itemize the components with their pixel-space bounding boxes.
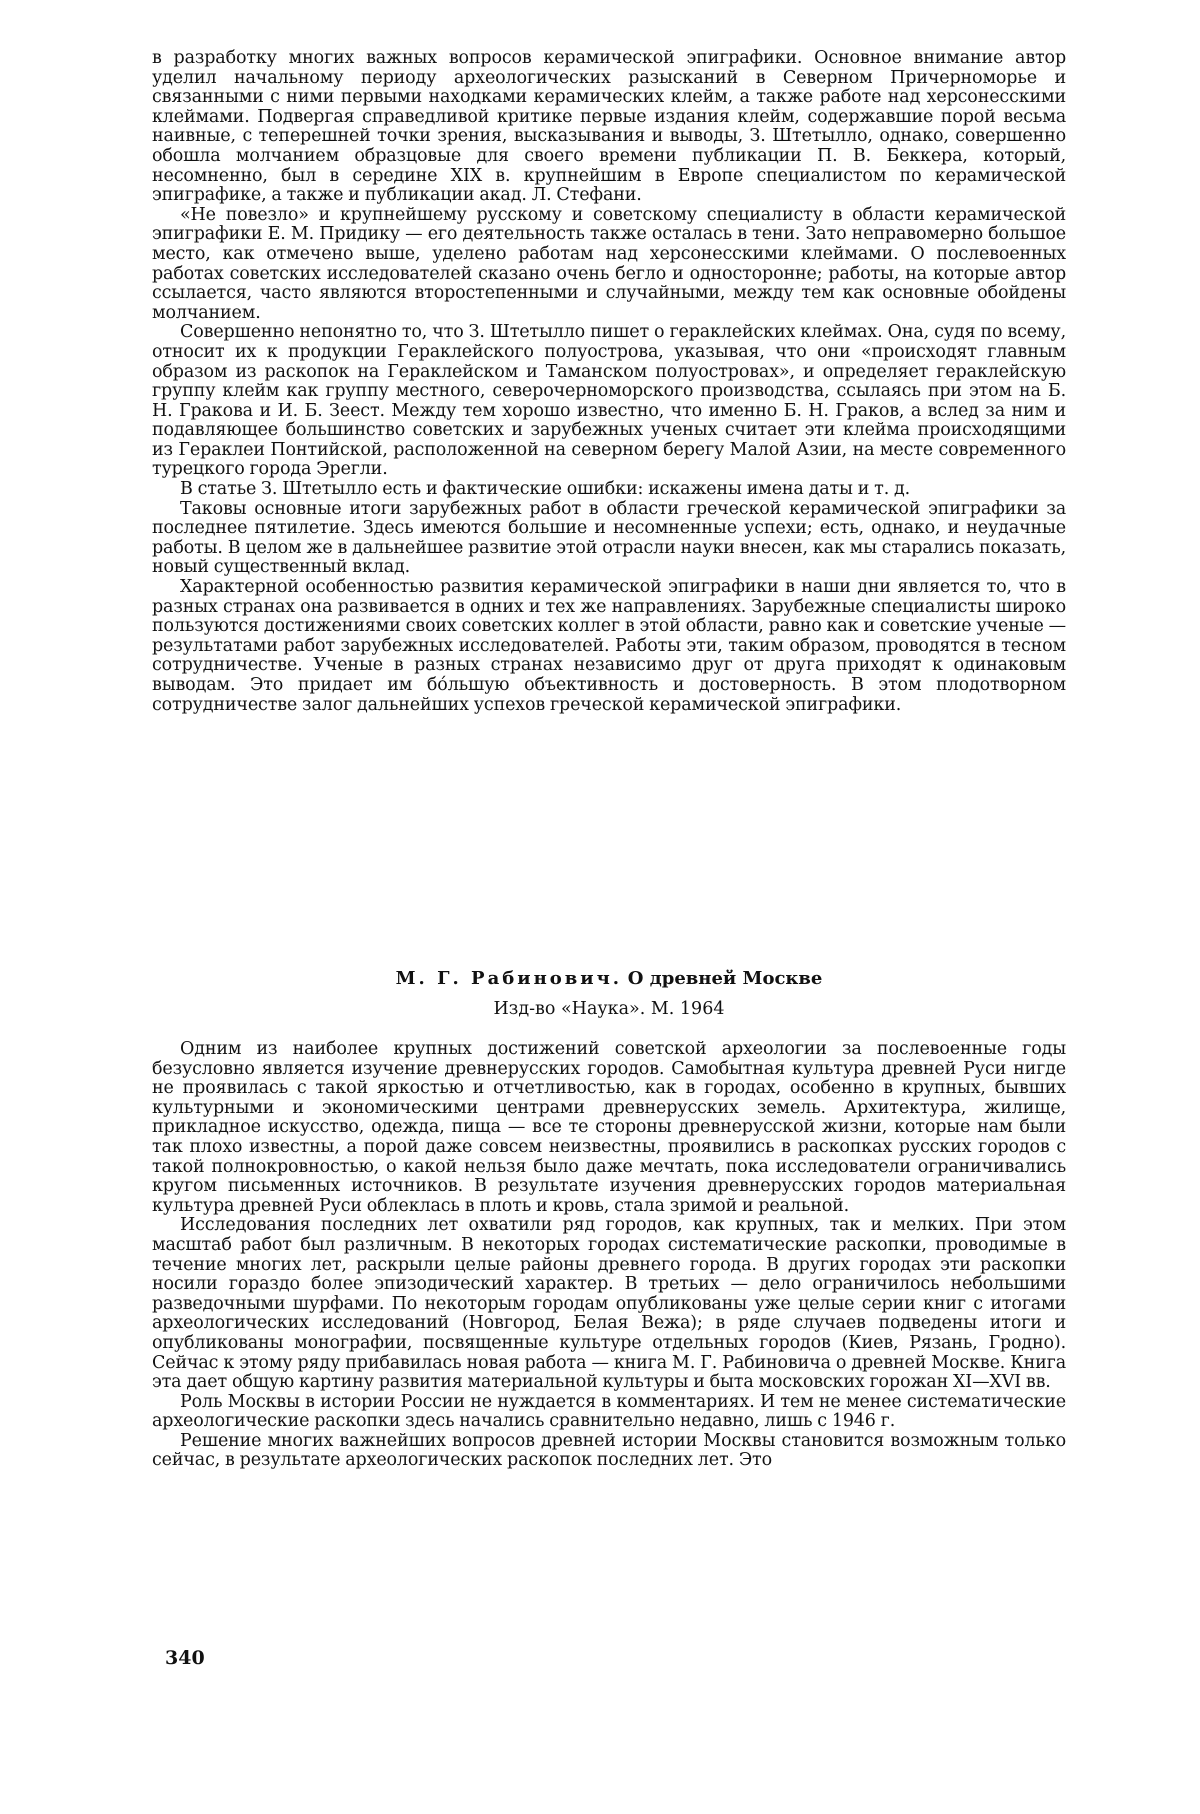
paragraph: Таковы основные итоги зарубежных работ в области греческой керамической эпиграфики за последнее пятилетие. Здесь имеются большие и несомненные успехи; есть, однако, и неудачные работы. В целом же в дальнейшее развитие этой отрасли науки внесен, как мы старались показать, новый существенный вклад. — [152, 498, 1066, 578]
review-heading — [152, 968, 1066, 990]
page-number: 340 — [165, 1647, 205, 1669]
paragraph: «Не повезло» и крупнейшему русскому и советскому специалисту в области керамической эпиграфики Е. М. Придику — его деятельность также осталась в тени. Зато неправомерно большое место, как отмечено выше, уделено работам над херсонесскими клеймами. О послевоенных работах советских исследователей сказано очень бегло и односторонне; работы, на которые автор ссылается, часто являются второстепенными и случайными, между тем как основные обойдены молчанием. — [152, 204, 1066, 323]
paragraph: Исследования последних лет охватили ряд городов, как крупных, так и мелких. При этом масштаб работ был различным. В некоторых городах систематические раскопки, проводимые в течение многих лет, раскрыли целые районы древнего города. В других городах эти раскопки носили гораздо более эпизодический характер. В третьих — дело ограничилось небольшими разведочными шурфами. По некоторым городам опубликованы уже целые серии книг с итогами археологических исследований (Новгород, Белая Вежа); в ряде случаев подведены итоги и опубликованы монографии, посвященные культуре отдельных городов (Киев, Рязань, Гродно). Сейчас к этому ряду прибавилась новая работа — книга М. Г. Рабиновича о древней Москве. Книга эта дает общую картину развития материальной культуры и быта московских горожан XI—XVI вв. — [152, 1215, 1066, 1393]
paragraph: В статье З. Штетылло есть и фактические ошибки: искажены имена даты и т. д. — [180, 479, 911, 500]
paragraph: Роль Москвы в истории России не нуждается в комментариях. И тем не менее систематические археологические раскопки здесь начались сравнительно недавно, лишь с 1946 г. — [152, 1391, 1066, 1432]
paragraph: Характерной особенностью развития керамической эпиграфики в наши дни является то, что в разных странах она развивается в одних и тех же направлениях. Зарубежные специалисты широко пользуются достижениями своих советских коллег в этой области, равно как и советские ученые — результатами работ зарубежных исследователей. Работы эти, таким образом, проводятся в тесном сотрудничестве. Ученые в разных странах независимо друг от друга приходят к одинаковым выводам. Это придает им бо́льшую объективность и достоверность. В этом плодотворном сотрудничестве залог дальнейших успехов греческой керамической эпиграфики. — [152, 577, 1066, 715]
paragraph: Одним из наиболее крупных достижений советской археологии за послевоенные годы безусловно является изучение древнерусских городов. Самобытная культура древней Руси нигде не проявилась с такой яркостью и отчетливостью, как в городах, особенно в крупных, бывших культурными и экономическими центрами древнерусских земель. Архитектура, жилище, прикладное искусство, одежда, пища — все те стороны древнерусской жизни, которые нам были так плохо известны, а порой даже совсем неизвестны, проявились в раскопках русских городов с такой полнокровностью, о какой нельзя было даже мечтать, пока исследователи ограничивались кругом письменных источников. В результате изучения древнерусских городов материальная культура древней Руси облеклась в плоть и кровь, стала зримой и реальной. — [152, 1039, 1066, 1216]
review-book-title: О древней Москве — [627, 968, 823, 989]
review-author: М. Г. Рабинович. — [395, 968, 623, 989]
paragraph: Решение многих важнейших вопросов древней истории Москвы становится возможным только сейчас, в результате археологических раскопок последних лет. Это — [152, 1430, 1066, 1471]
upper-text-block — [152, 49, 1066, 715]
paragraph: в разработку многих важных вопросов керамической эпиграфики. Основное внимание автор уделил начальному периоду археологических разысканий в Северном Причерноморье и связанными с ними первыми находками керамических клейм, а также работе над херсонесскими клеймами. Подвергая справедливой критике первые издания клейм, содержавшие порой весьма наивные, с теперешней точки зрения, высказывания и выводы, З. Штетылло, однако, совершенно обошла молчанием образцовые для своего времени публикации П. В. Беккера, который, несомненно, был в середине XIX в. крупнейшим в Европе специалистом по керамической эпиграфике, а также и публикации акад. Л. Стефани. — [152, 48, 1066, 206]
paragraph: Совершенно непонятно то, что З. Штетылло пишет о гераклейских клеймах. Она, судя по всему, относит их к продукции Гераклейского полуострова, указывая, что они «происходят главным образом из раскопок на Гераклейском и Таманском полуостровах», и определяет гераклейскую группу клейм как группу местного, северочерноморского производства, ссылаясь при этом на Б. Н. Гракова и И. Б. Зеест. Между тем хорошо известно, что именно Б. Н. Граков, а вслед за ним и подавляющее большинство советских и зарубежных ученых считает эти клейма происходящими из Гераклеи Понтийской, расположенной на северном берегу Малой Азии, на месте современного турецкого города Эрегли. — [152, 322, 1066, 480]
lower-text-block — [152, 1040, 1066, 1471]
review-publisher: Изд-во «Наука». М. 1964 — [493, 999, 725, 1019]
